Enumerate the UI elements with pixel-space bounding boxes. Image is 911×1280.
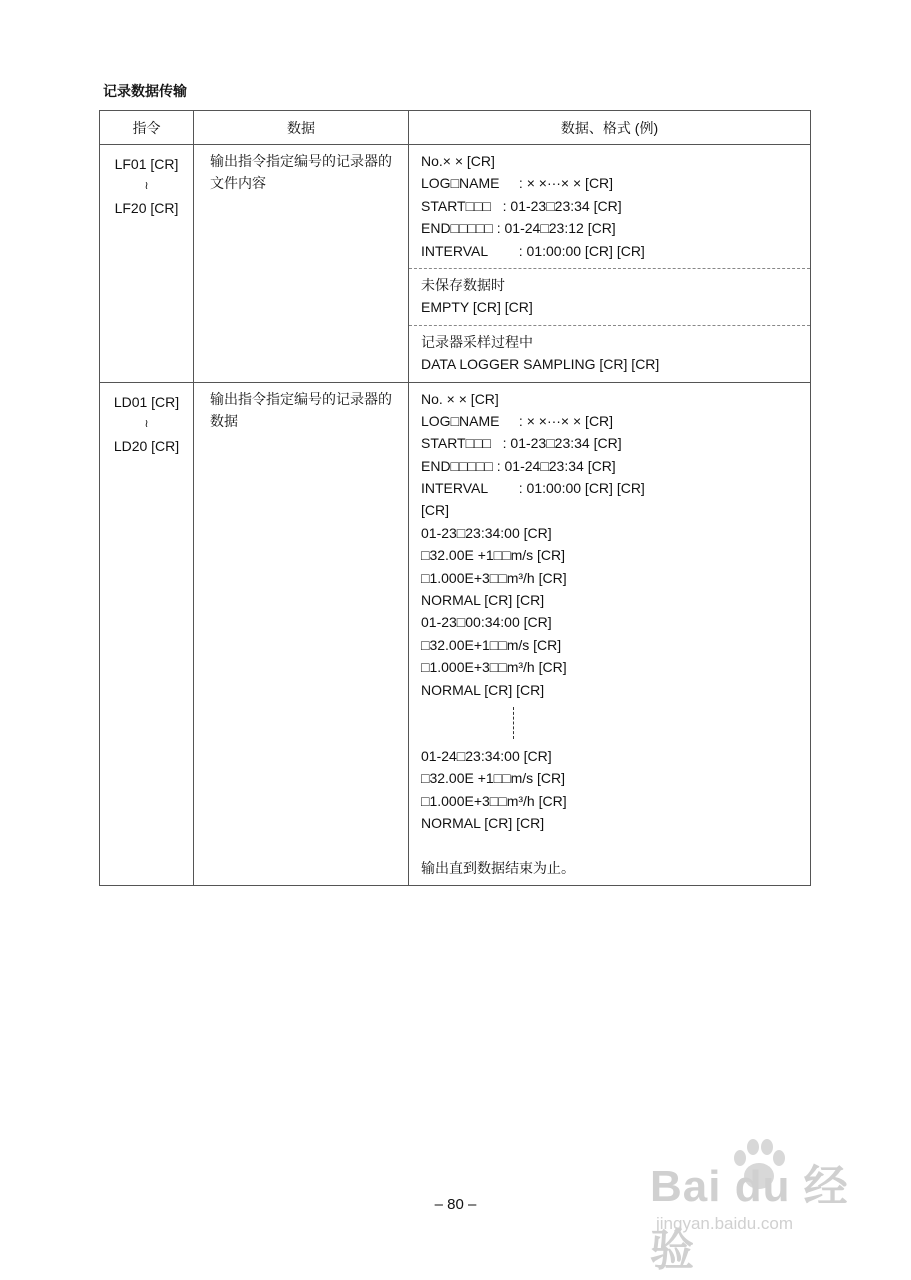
- command-cell: [100, 382, 194, 886]
- record-line: □32.00E+1□□m/s [CR]: [421, 636, 562, 653]
- description-text: 输出指令指定编号的记录器的文件内容: [210, 153, 392, 191]
- description-cell: [194, 382, 409, 886]
- header-format: 数据、格式 (例): [409, 111, 811, 145]
- command-cell: [100, 145, 194, 383]
- command-table: [99, 110, 811, 886]
- format-line: No.× × [CR]: [421, 153, 495, 169]
- format-line: START□□□ : 01-23□23:34 [CR]: [421, 435, 622, 452]
- format-line: LOG□NAME : × ×···× × [CR]: [421, 175, 614, 192]
- record-line: □1.000E+3□□m³/h [CR]: [421, 792, 567, 809]
- command-start: LF01 [CR]: [114, 156, 179, 172]
- table-header-row: [100, 111, 811, 145]
- range-separator: ≀: [144, 417, 149, 430]
- continuation-dots: [421, 701, 798, 745]
- format-line: INTERVAL : 01:00:00 [CR] [CR]: [421, 480, 645, 497]
- format-block-file: [409, 145, 810, 268]
- record-line: □32.00E +1□□m/s [CR]: [421, 547, 566, 564]
- format-line: INTERVAL : 01:00:00 [CR] [CR]: [421, 242, 645, 259]
- record-line: NORMAL [CR] [CR]: [421, 592, 545, 609]
- format-line: [CR]: [421, 502, 449, 519]
- command-end: LF20 [CR]: [114, 200, 179, 217]
- description-text: 输出指令指定编号的记录器的数据: [210, 390, 392, 429]
- format-block-empty: [409, 268, 810, 325]
- table-row-ld: [100, 382, 811, 886]
- range-separator: ≀: [144, 180, 149, 193]
- format-cell: [409, 382, 811, 886]
- section-heading: 记录数据传输: [103, 83, 187, 99]
- command-start: LD01 [CR]: [113, 393, 180, 410]
- footer-note: 输出直到数据结束为止。: [421, 859, 575, 876]
- format-line: START□□□ : 01-23□23:34 [CR]: [421, 197, 622, 214]
- record-line: NORMAL [CR] [CR]: [421, 815, 545, 832]
- record-line: 01-24□23:34:00 [CR]: [421, 747, 552, 764]
- watermark-url: jingyan.baidu.com: [656, 1214, 794, 1233]
- format-line: No. × × [CR]: [421, 390, 499, 407]
- watermark-logo: Bai du 经验: [650, 1162, 849, 1275]
- command-end: LD20 [CR]: [113, 437, 180, 454]
- format-block-sampling: [409, 325, 810, 382]
- record-line: □1.000E+3□□m³/h [CR]: [421, 569, 567, 586]
- record-line: □32.00E +1□□m/s [CR]: [421, 770, 566, 787]
- header-command: 指令: [100, 111, 194, 145]
- format-line: END□□□□□ : 01-24□23:34 [CR]: [421, 457, 616, 474]
- record-line: NORMAL [CR] [CR]: [421, 681, 545, 698]
- record-line: 01-23□23:34:00 [CR]: [421, 524, 552, 541]
- record-line: 01-23□00:34:00 [CR]: [421, 614, 552, 631]
- format-cell: [409, 145, 811, 383]
- format-line: LOG□NAME : × ×···× × [CR]: [421, 412, 614, 429]
- spacer: [421, 835, 798, 857]
- description-cell: [194, 145, 409, 383]
- format-block-data: [409, 383, 810, 886]
- format-line: END□□□□□ : 01-24□23:12 [CR]: [421, 220, 616, 237]
- watermark: [646, 1148, 866, 1275]
- header-data: 数据: [194, 111, 409, 145]
- record-line: □1.000E+3□□m³/h [CR]: [421, 659, 567, 676]
- format-line: DATA LOGGER SAMPLING [CR] [CR]: [421, 356, 660, 373]
- format-line: EMPTY [CR] [CR]: [421, 299, 533, 316]
- table-row-lf: [100, 145, 811, 383]
- format-line: 记录器采样过程中: [421, 333, 533, 350]
- page-number: – 80 –: [434, 1196, 477, 1213]
- format-line: 未保存数据时: [421, 276, 505, 293]
